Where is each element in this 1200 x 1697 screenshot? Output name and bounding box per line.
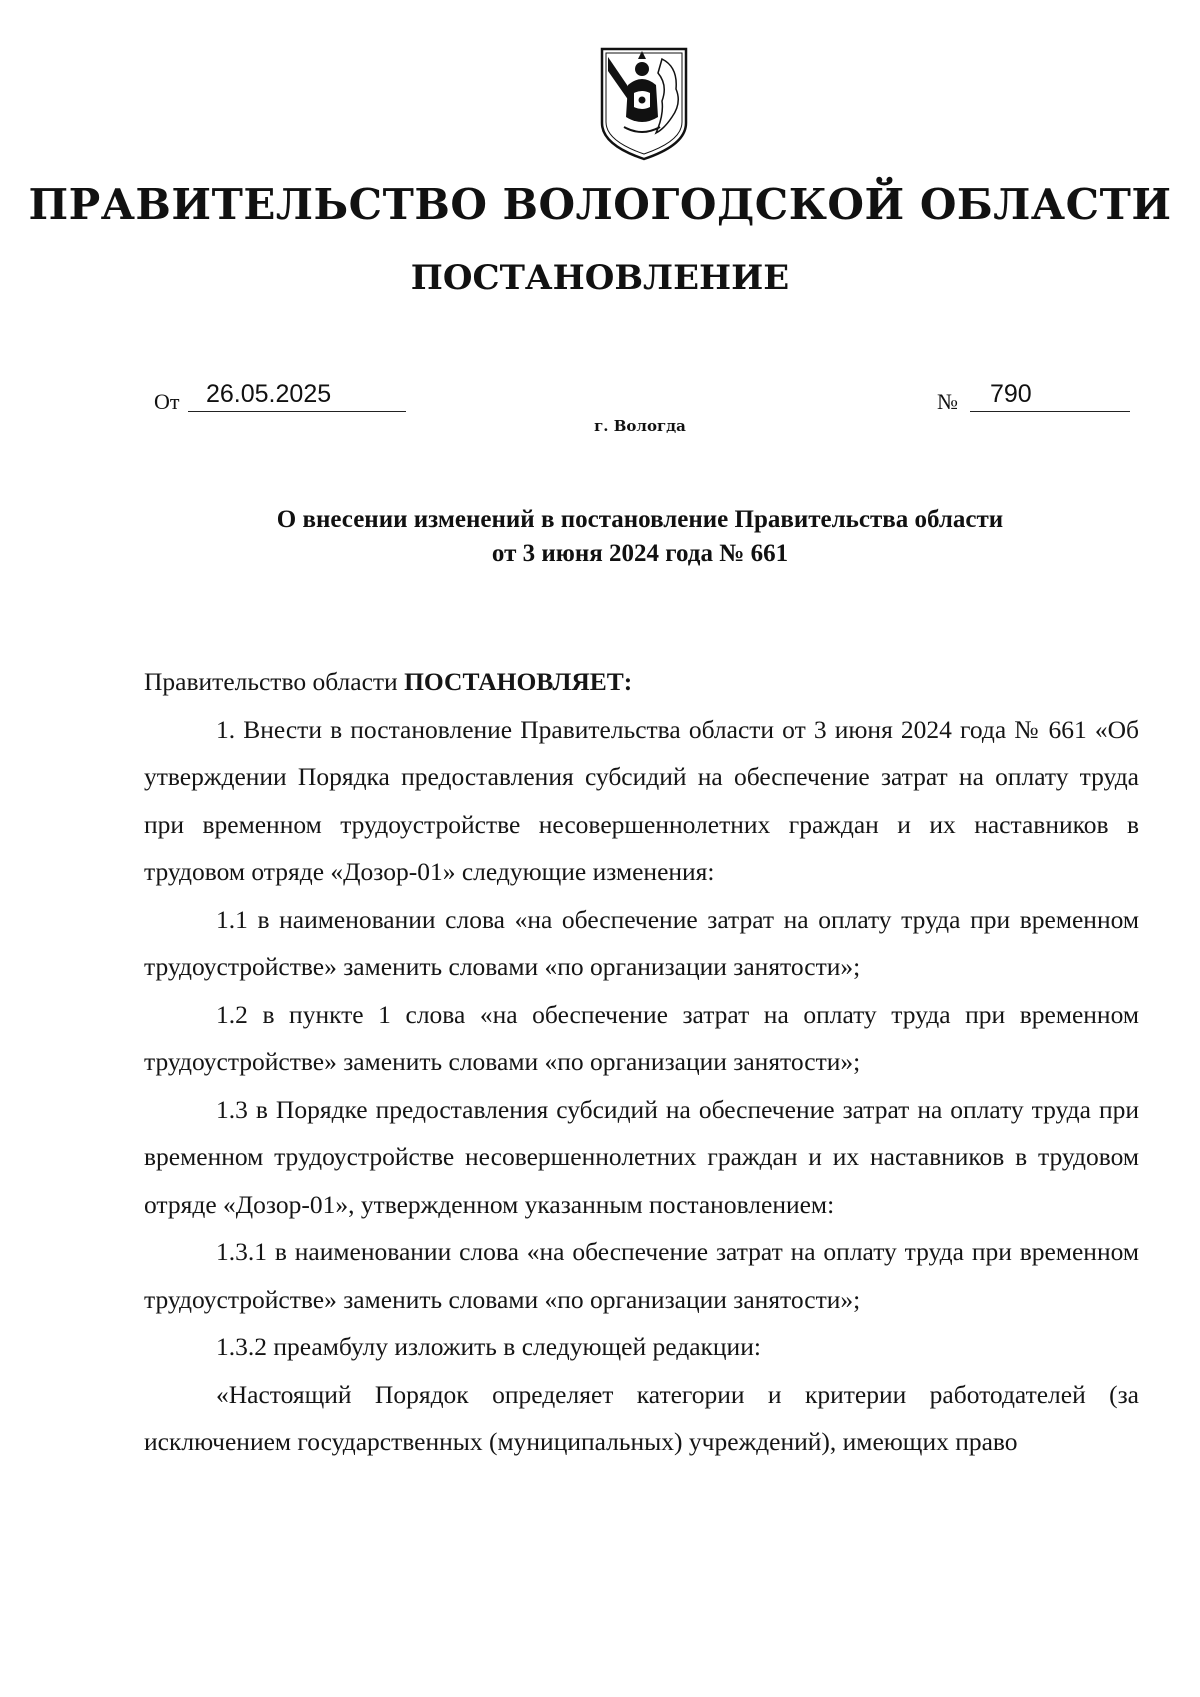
body-paragraph-1-3-2: 1.3.2 преамбулу изложить в следующей редакции:	[216, 1332, 761, 1361]
coat-of-arms-icon	[598, 45, 690, 163]
preamble-text: Правительство области	[144, 667, 398, 696]
number-sign: №	[937, 389, 958, 414]
body-paragraph-1-1: 1.1 в наименовании слова «на обеспечение затрат на оплату труда при временном трудоустройстве» заменить словами «по организации занятости»;	[144, 904, 1139, 981]
date-underline	[188, 411, 406, 412]
body-paragraph-1: 1. Внести в постановление Правительства области от 3 июня 2024 года № 661 «Об утверждении Порядка предоставления субсидий на обеспечение затрат на оплату труда при временном трудоустройстве несовершеннолетних граждан и их наставников в трудовом отряде «Дозор-01» следующие изменения:	[144, 714, 1139, 886]
body-paragraph-1-3-1: 1.3.1 в наименовании слова «на обеспечение затрат на оплату труда при временном трудоустройстве» заменить словами «по организации занятости»;	[144, 1237, 1139, 1314]
preamble	[144, 658, 1139, 706]
document-city: г. Вологда	[594, 417, 686, 435]
body-paragraph-1-3: 1.3 в Порядке предоставления субсидий на обеспечение затрат на оплату труда при временном трудоустройстве несовершеннолетних граждан и их наставников в трудовом отряде «Дозор-01», утвержденном указанным постановлением:	[144, 1094, 1139, 1219]
document-subject	[140, 503, 1140, 571]
date-prefix: От	[154, 389, 180, 414]
document-body	[144, 658, 1139, 1466]
document-date: 26.05.2025	[206, 380, 332, 408]
subject-line-1: О внесении изменений в постановление Правительства области	[276, 506, 1004, 533]
body-paragraph-quote: «Настоящий Порядок определяет категории и критерии работодателей (за исключением государственных (муниципальных) учреждений), имеющих право	[144, 1379, 1139, 1456]
preamble-verb: ПОСТАНОВЛЯЕТ:	[404, 667, 633, 696]
number-underline	[970, 411, 1130, 412]
document-number: 790	[990, 380, 1032, 408]
document-type-heading: ПОСТАНОВЛЕНИЕ	[410, 258, 790, 298]
government-title: ПРАВИТЕЛЬСТВО ВОЛОГОДСКОЙ ОБЛАСТИ	[28, 180, 1172, 229]
body-paragraph-1-2: 1.2 в пункте 1 слова «на обеспечение затрат на оплату труда при временном трудоустройстве» заменить словами «по организации занятости»;	[144, 999, 1139, 1076]
subject-line-2: от 3 июня 2024 года № 661	[491, 540, 789, 567]
